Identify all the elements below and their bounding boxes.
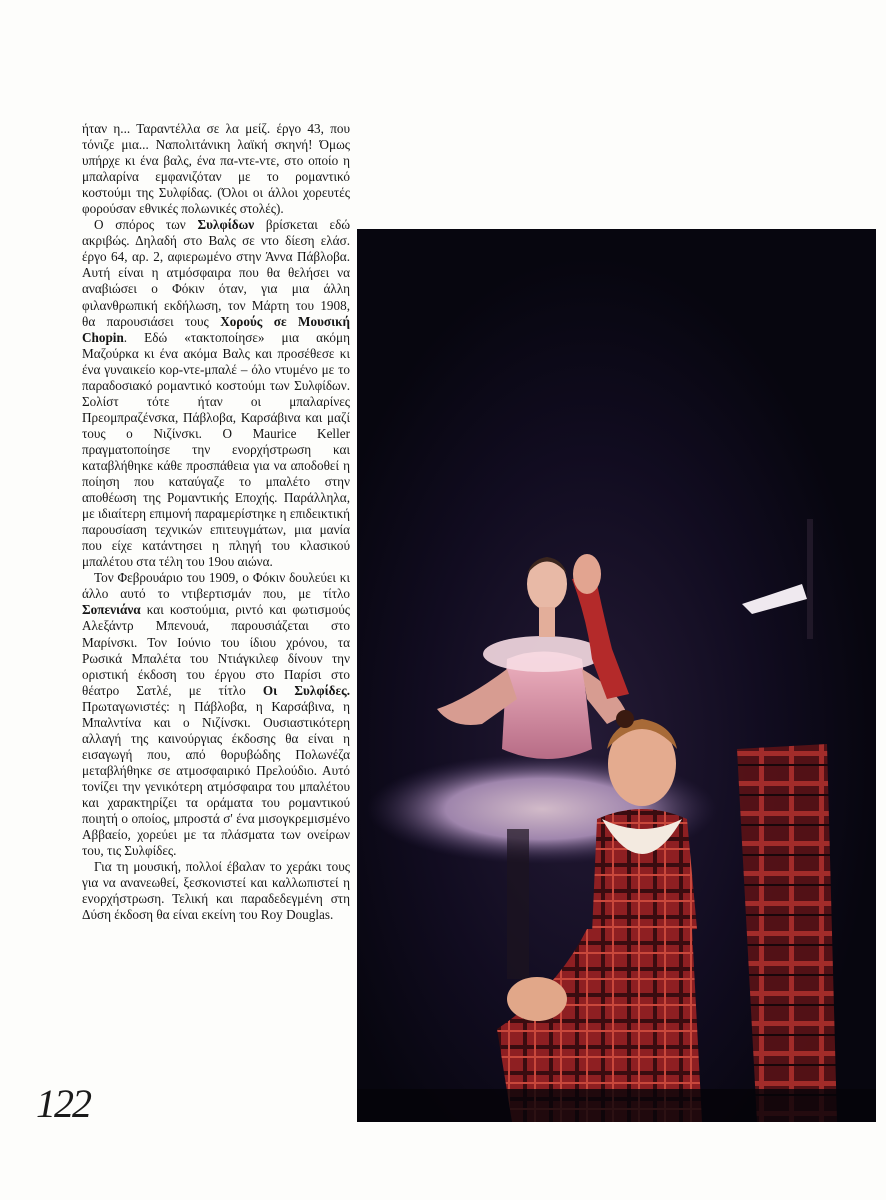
paragraph-2-text-a: Ο σπόρος των — [94, 217, 198, 233]
paragraph-2-text-b: βρίσκεται εδώ ακριβώς. Δηλαδή στο Βαλς σε ντο δίεση ελάσ. έργο 64, αρ. 2, αφιερωμένο στην Άννα Πάβλοβα. Αυτή είναι η ατμόσφαιρα που θα θελήσει να αναβιώσει ο Φόκιν όταν, για μια άλλη φιλανθρωπική εκδήλωση, τον Μάρτη του 1908, θα παρουσιάσει τους — [82, 217, 350, 329]
paragraph-4 — [82, 859, 350, 923]
paragraph-3 — [82, 570, 350, 859]
paragraph-3-bold-a: Σοπενιάνα — [82, 602, 141, 618]
ballet-photo-illustration — [357, 229, 876, 1122]
paragraph-3-bold-b: Οι Συλφίδες. — [262, 682, 350, 698]
page-number: 122 — [36, 1081, 90, 1126]
paragraph-1-text: ήταν η... Ταραντέλλα σε λα μείζ. έργο 43, που τόνιζε μια... Ναπολιτάνικη λαϊκή σκηνή! Όμως υπήρχε κι ένα βαλς, ένα πα-ντε-ντε, στο οποίο η μπαλαρίνα εμφανιζόταν με το ρομαντικό κοστούμι της Συλφίδας. (Όλοι οι άλλοι χορευτές φορούσαν εθνικές πολωνικές στολές). — [82, 121, 350, 217]
paragraph-2-bold-a: Συλφίδων — [197, 217, 255, 233]
paragraph-1 — [82, 121, 350, 217]
paragraph-3-text-a: Τον Φεβρουάριο του 1909, ο Φόκιν δουλεύει κι άλλο αυτό το ντιβερτισμάν που, με τίτλο — [82, 570, 350, 602]
paragraph-4-text: Για τη μουσική, πολλοί έβαλαν το χεράκι τους για να ανανεωθεί, ξεσκονιστεί και καλλωπιστεί η ενορχήστρωση. Τελική και παραδεδεγμένη στη Δύση έκδοση θα είναι εκείνη του Roy Douglas. — [82, 859, 350, 923]
paragraph-3-text-b: και κοστούμια, ριντό και φωτισμούς Αλεξάντρ Μπενουά, παρουσιάζεται στο Μαρίνσκι. Τον Ιούνιο του ίδιου χρόνου, τα Ρωσικά Μπαλέτα του Ντιάγκιλεφ δίνουν την οριστική έκδοση του έργου στο Παρίσι στο θέατρο Σατλέ, με τίτλο — [82, 602, 350, 698]
paragraph-3-text-c: Πρωταγωνιστές: η Πάβλοβα, η Καρσάβινα, η Μπαλντίνα και ο Νιζίνσκι. Ουσιαστικότερη αλλαγή της καινούργιας έκδοσης θα είναι η εισαγωγή που, από θορυβώδης Πολωνέζα μεταβλήθηκε σε ατμοσφαιρικό Πρελούδιο. Αυτό τονίζει την γενικότερη ατμόσφαιρα του μπαλέτου και χαρακτηρίζει τα οράματα του ρομαντικού ποιητή ο οποίος, μπροστά σ' ένα μισογκρεμισμένο Αββαείο, χορεύει με τα πλάσματα των ονείρων του, τις Συλφίδες. — [82, 698, 350, 859]
article-text-column — [82, 121, 350, 923]
ballet-photo — [357, 229, 876, 1122]
paragraph-2-bold-b: Χορούς σε Μουσική Chopin — [82, 313, 350, 345]
paragraph-2-text-c: . Εδώ «τακτοποίησε» μια ακόμη Μαζούρκα κι ένα ακόμα Βαλς και προσέθεσε κι ένα γυναικείο κορ-ντε-μπαλέ – όλο ντυμένο με το παραδοσιακό ρομαντικό κοστούμι των Συλφίδων. Σολίστ τότε ήταν οι μπαλαρίνες Πρεομπραζένσκα, Πάβλοβα, Καρσάβινα και μαζί τους ο Νιζίνσκι. Ο Maurice Keller πραγματοποίησε την ενορχήστρωση και καταβλήθηκε κάθε προσπάθεια για να αποδοθεί η ποίηση που καταύγαζε το μπαλέτο στην αποθέωση της Ρομαντικής Εποχής. Παράλληλα, με ιδιαίτερη επιμονή παραμερίστηκε η επιδεικτική παρουσίαση τεχνικών επιτευγμάτων, μια μανία που είχε κατάντησει η πληγή του κλασικού μπαλέτου στα τέλη του 19ου αιώνα. — [82, 329, 350, 570]
paragraph-2 — [82, 217, 350, 570]
